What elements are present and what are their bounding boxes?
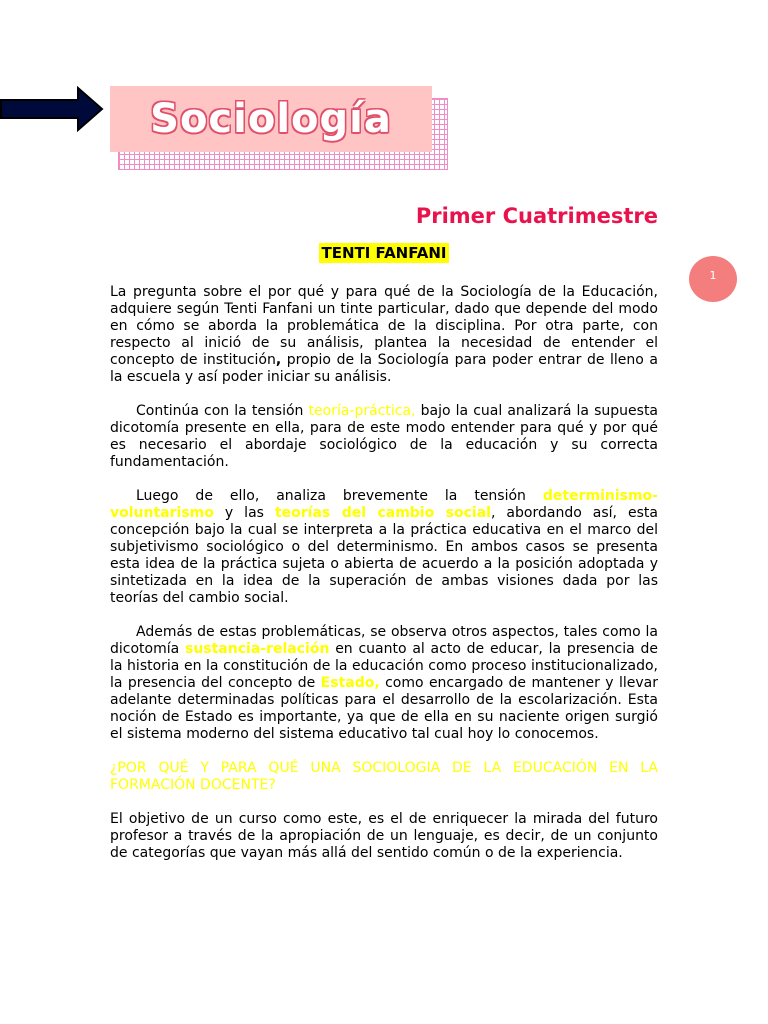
author-heading-wrap bbox=[110, 243, 658, 262]
title-box bbox=[110, 86, 432, 152]
arrow-shape bbox=[0, 86, 104, 132]
paragraph-4: Además de estas problemáticas, se observa otros aspectos, tales como la dicotomía sustancia-relación en cuanto al acto de educar, la presencia de la historia en la constitución de la educación como proceso institucionalizado, la presencia del concepto de Estado, como encargado de mantener y llevar adelante determinadas políticas para el desarrollo de la escolarización. Esta noción de Estado es importante, ya que de ella en su naciente origen surgió el sistema moderno del sistema educativo tal cual hoy lo conocemos. bbox=[110, 624, 658, 742]
paragraph-1: La pregunta sobre el por qué y para qué de la Sociología de la Educación, adquiere según Tenti Fanfani un tinte particular, dado que depende del modo en cómo se aborda la problemática de la disciplina. Por otra parte, con respecto al inició de su análisis, plantea la necesidad de entender el concepto de institución, propio de la Sociología para poder entrar de lleno a la escuela y así poder iniciar su análisis. bbox=[110, 284, 658, 385]
paragraph-3: Luego de ello, analiza brevemente la tensión determinismo-voluntarismo y las teorías del cambio social, abordando así, esta concepción bajo la cual se interpreta a la práctica educativa en el marco del subjetivismo sociológico o del determinismo. En ambos casos se presenta esta idea de la práctica sujeta o abierta de acuerdo a la posición adoptada y sintetizada en la idea de la superación de ambas visiones dada por las teorías del cambio social. bbox=[110, 488, 658, 606]
document-title: Sociología bbox=[150, 96, 392, 142]
highlight-sustancia-relacion: sustancia-relación bbox=[184, 641, 330, 657]
paragraph-2: Continúa con la tensión teoría-práctica, bajo la cual analizará la supuesta dicotomía presente en ella, para de este modo entender para qué y por qué es necesario el abordaje sociológico de la educación y su correcta fundamentación. bbox=[110, 403, 659, 470]
subtitle: Primer Cuatrimestre bbox=[415, 204, 658, 228]
highlight-determinismo: determinismo-voluntarismo bbox=[110, 488, 658, 521]
highlight-teoria-practica: teoría-práctica, bbox=[308, 403, 416, 419]
section-question: ¿POR QUÉ Y PARA QUÉ UNA SOCIOLOGIA DE LA EDUCACIÓN EN LA FORMACIÓN DOCENTE? bbox=[110, 760, 658, 793]
document-body bbox=[110, 284, 658, 879]
page-number-badge: 1 bbox=[689, 256, 737, 302]
highlight-estado: Estado, bbox=[320, 675, 380, 691]
highlight-teorias-cambio: teorías del cambio social bbox=[274, 505, 491, 521]
paragraph-5: El objetivo de un curso como este, es el de enriquecer la mirada del futuro profesor a través de la apropiación de un lenguaje, es decir, de un conjunto de categorías que vayan más allá del sentido común o de la experiencia. bbox=[110, 811, 658, 861]
author-heading: TENTI FANFANI bbox=[321, 244, 447, 262]
